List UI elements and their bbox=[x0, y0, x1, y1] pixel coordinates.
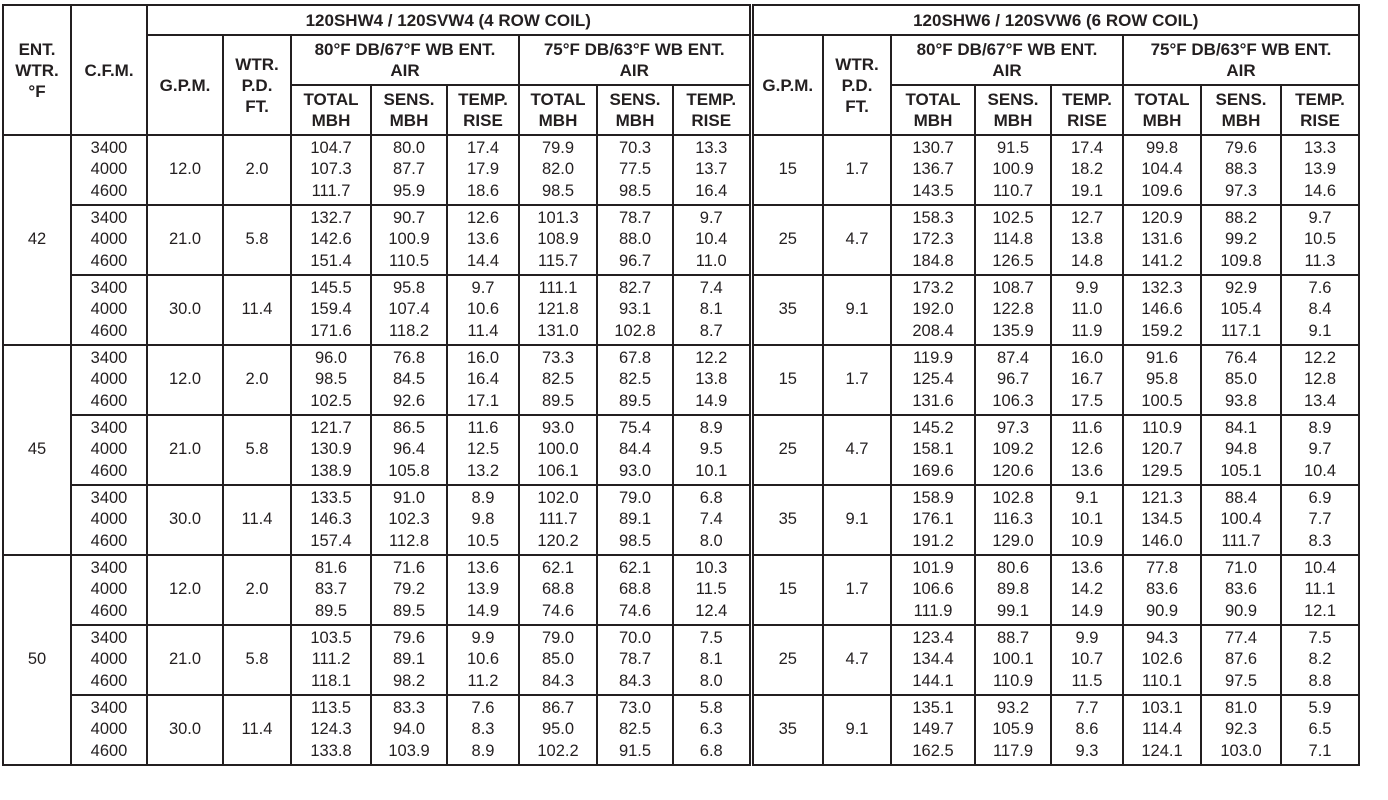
temp-rise-cell: 16.0 16.7 17.5 bbox=[1051, 345, 1123, 415]
table-row bbox=[3, 275, 1359, 345]
header-cfm: C.F.M. bbox=[71, 5, 147, 135]
temp-rise-cell: 9.9 11.0 11.9 bbox=[1051, 275, 1123, 345]
total-mbh-cell: 93.0 100.0 106.1 bbox=[519, 415, 597, 485]
temp-rise-cell: 9.1 10.1 10.9 bbox=[1051, 485, 1123, 555]
temp-rise-cell: 9.9 10.6 11.2 bbox=[447, 625, 519, 695]
table-header bbox=[3, 5, 1359, 135]
temp-rise-cell: 7.6 8.4 9.1 bbox=[1281, 275, 1359, 345]
sens-mbh-cell: 71.6 79.2 89.5 bbox=[371, 555, 447, 625]
sens-mbh-cell: 102.5 114.8 126.5 bbox=[975, 205, 1051, 275]
gpm-cell-6row: 35 bbox=[751, 695, 823, 765]
total-mbh-cell: 104.7 107.3 111.7 bbox=[291, 135, 371, 205]
ent-wtr-temp-cell: 42 bbox=[3, 135, 71, 345]
temp-rise-cell: 13.3 13.9 14.6 bbox=[1281, 135, 1359, 205]
sens-mbh-cell: 84.1 94.8 105.1 bbox=[1201, 415, 1281, 485]
total-mbh-cell: 119.9 125.4 131.6 bbox=[891, 345, 975, 415]
header-75db-4row: 75°F DB/63°F WB ENT. AIR bbox=[519, 35, 751, 85]
header-sens-mbh: SENS. MBH bbox=[371, 85, 447, 135]
gpm-cell-6row: 15 bbox=[751, 135, 823, 205]
gpm-cell-6row: 15 bbox=[751, 555, 823, 625]
total-mbh-cell: 173.2 192.0 208.4 bbox=[891, 275, 975, 345]
gpm-cell-6row: 15 bbox=[751, 345, 823, 415]
wtr-pd-cell-4row: 5.8 bbox=[223, 415, 291, 485]
table-row bbox=[3, 345, 1359, 415]
sens-mbh-cell: 88.2 99.2 109.8 bbox=[1201, 205, 1281, 275]
header-temp-rise: TEMP. RISE bbox=[1051, 85, 1123, 135]
wtr-pd-cell-6row: 4.7 bbox=[823, 625, 891, 695]
cfm-cell: 3400 4000 4600 bbox=[71, 555, 147, 625]
total-mbh-cell: 103.1 114.4 124.1 bbox=[1123, 695, 1201, 765]
total-mbh-cell: 101.9 106.6 111.9 bbox=[891, 555, 975, 625]
temp-rise-cell: 9.7 10.4 11.0 bbox=[673, 205, 751, 275]
total-mbh-cell: 132.3 146.6 159.2 bbox=[1123, 275, 1201, 345]
wtr-pd-cell-6row: 1.7 bbox=[823, 555, 891, 625]
cfm-cell: 3400 4000 4600 bbox=[71, 415, 147, 485]
total-mbh-cell: 73.3 82.5 89.5 bbox=[519, 345, 597, 415]
header-temp-rise: TEMP. RISE bbox=[447, 85, 519, 135]
temp-rise-cell: 7.5 8.2 8.8 bbox=[1281, 625, 1359, 695]
header-wtr-pd-6row: WTR. P.D. FT. bbox=[823, 35, 891, 135]
temp-rise-cell: 17.4 17.9 18.6 bbox=[447, 135, 519, 205]
header-6-row-coil: 120SHW6 / 120SVW6 (6 ROW COIL) bbox=[751, 5, 1359, 35]
total-mbh-cell: 62.1 68.8 74.6 bbox=[519, 555, 597, 625]
temp-rise-cell: 7.5 8.1 8.0 bbox=[673, 625, 751, 695]
sens-mbh-cell: 76.8 84.5 92.6 bbox=[371, 345, 447, 415]
wtr-pd-cell-4row: 5.8 bbox=[223, 625, 291, 695]
total-mbh-cell: 123.4 134.4 144.1 bbox=[891, 625, 975, 695]
cfm-cell: 3400 4000 4600 bbox=[71, 135, 147, 205]
sens-mbh-cell: 86.5 96.4 105.8 bbox=[371, 415, 447, 485]
cfm-cell: 3400 4000 4600 bbox=[71, 275, 147, 345]
total-mbh-cell: 121.7 130.9 138.9 bbox=[291, 415, 371, 485]
ent-wtr-temp-cell: 50 bbox=[3, 555, 71, 765]
temp-rise-cell: 6.8 7.4 8.0 bbox=[673, 485, 751, 555]
temp-rise-cell: 11.6 12.6 13.6 bbox=[1051, 415, 1123, 485]
cfm-cell: 3400 4000 4600 bbox=[71, 205, 147, 275]
sens-mbh-cell: 102.8 116.3 129.0 bbox=[975, 485, 1051, 555]
temp-rise-cell: 6.9 7.7 8.3 bbox=[1281, 485, 1359, 555]
temp-rise-cell: 13.6 14.2 14.9 bbox=[1051, 555, 1123, 625]
total-mbh-cell: 120.9 131.6 141.2 bbox=[1123, 205, 1201, 275]
total-mbh-cell: 81.6 83.7 89.5 bbox=[291, 555, 371, 625]
temp-rise-cell: 10.4 11.1 12.1 bbox=[1281, 555, 1359, 625]
wtr-pd-cell-4row: 2.0 bbox=[223, 345, 291, 415]
header-gpm-4row: G.P.M. bbox=[147, 35, 223, 135]
wtr-pd-cell-4row: 2.0 bbox=[223, 555, 291, 625]
total-mbh-cell: 121.3 134.5 146.0 bbox=[1123, 485, 1201, 555]
sens-mbh-cell: 92.9 105.4 117.1 bbox=[1201, 275, 1281, 345]
gpm-cell-6row: 25 bbox=[751, 205, 823, 275]
sens-mbh-cell: 88.4 100.4 111.7 bbox=[1201, 485, 1281, 555]
gpm-cell-6row: 25 bbox=[751, 415, 823, 485]
gpm-cell-6row: 35 bbox=[751, 485, 823, 555]
sens-mbh-cell: 80.6 89.8 99.1 bbox=[975, 555, 1051, 625]
sens-mbh-cell: 91.5 100.9 110.7 bbox=[975, 135, 1051, 205]
table-row bbox=[3, 555, 1359, 625]
gpm-cell-4row: 12.0 bbox=[147, 135, 223, 205]
table-row bbox=[3, 205, 1359, 275]
wtr-pd-cell-6row: 4.7 bbox=[823, 205, 891, 275]
table-row bbox=[3, 135, 1359, 205]
wtr-pd-cell-6row: 4.7 bbox=[823, 415, 891, 485]
wtr-pd-cell-4row: 11.4 bbox=[223, 485, 291, 555]
temp-rise-cell: 12.2 12.8 13.4 bbox=[1281, 345, 1359, 415]
cfm-cell: 3400 4000 4600 bbox=[71, 695, 147, 765]
sens-mbh-cell: 75.4 84.4 93.0 bbox=[597, 415, 673, 485]
header-80db-4row: 80°F DB/67°F WB ENT. AIR bbox=[291, 35, 519, 85]
total-mbh-cell: 96.0 98.5 102.5 bbox=[291, 345, 371, 415]
sens-mbh-cell: 70.3 77.5 98.5 bbox=[597, 135, 673, 205]
total-mbh-cell: 111.1 121.8 131.0 bbox=[519, 275, 597, 345]
total-mbh-cell: 113.5 124.3 133.8 bbox=[291, 695, 371, 765]
temp-rise-cell: 7.6 8.3 8.9 bbox=[447, 695, 519, 765]
total-mbh-cell: 94.3 102.6 110.1 bbox=[1123, 625, 1201, 695]
wtr-pd-cell-4row: 11.4 bbox=[223, 275, 291, 345]
temp-rise-cell: 5.8 6.3 6.8 bbox=[673, 695, 751, 765]
total-mbh-cell: 130.7 136.7 143.5 bbox=[891, 135, 975, 205]
sens-mbh-cell: 79.6 89.1 98.2 bbox=[371, 625, 447, 695]
temp-rise-cell: 10.3 11.5 12.4 bbox=[673, 555, 751, 625]
header-gpm-6row: G.P.M. bbox=[751, 35, 823, 135]
total-mbh-cell: 101.3 108.9 115.7 bbox=[519, 205, 597, 275]
wtr-pd-cell-6row: 9.1 bbox=[823, 485, 891, 555]
table-row bbox=[3, 625, 1359, 695]
temp-rise-cell: 5.9 6.5 7.1 bbox=[1281, 695, 1359, 765]
sens-mbh-cell: 77.4 87.6 97.5 bbox=[1201, 625, 1281, 695]
temp-rise-cell: 8.9 9.5 10.1 bbox=[673, 415, 751, 485]
temp-rise-cell: 12.2 13.8 14.9 bbox=[673, 345, 751, 415]
temp-rise-cell: 17.4 18.2 19.1 bbox=[1051, 135, 1123, 205]
header-sens-mbh: SENS. MBH bbox=[597, 85, 673, 135]
temp-rise-cell: 16.0 16.4 17.1 bbox=[447, 345, 519, 415]
total-mbh-cell: 79.9 82.0 98.5 bbox=[519, 135, 597, 205]
total-mbh-cell: 132.7 142.6 151.4 bbox=[291, 205, 371, 275]
sens-mbh-cell: 88.7 100.1 110.9 bbox=[975, 625, 1051, 695]
temp-rise-cell: 7.7 8.6 9.3 bbox=[1051, 695, 1123, 765]
sens-mbh-cell: 108.7 122.8 135.9 bbox=[975, 275, 1051, 345]
temp-rise-cell: 8.9 9.7 10.4 bbox=[1281, 415, 1359, 485]
total-mbh-cell: 86.7 95.0 102.2 bbox=[519, 695, 597, 765]
header-wtr-pd-4row: WTR. P.D. FT. bbox=[223, 35, 291, 135]
sens-mbh-cell: 91.0 102.3 112.8 bbox=[371, 485, 447, 555]
wtr-pd-cell-4row: 2.0 bbox=[223, 135, 291, 205]
table-body bbox=[3, 135, 1359, 765]
gpm-cell-6row: 25 bbox=[751, 625, 823, 695]
gpm-cell-4row: 12.0 bbox=[147, 555, 223, 625]
wtr-pd-cell-4row: 11.4 bbox=[223, 695, 291, 765]
wtr-pd-cell-6row: 9.1 bbox=[823, 695, 891, 765]
gpm-cell-4row: 30.0 bbox=[147, 485, 223, 555]
sens-mbh-cell: 67.8 82.5 89.5 bbox=[597, 345, 673, 415]
sens-mbh-cell: 78.7 88.0 96.7 bbox=[597, 205, 673, 275]
gpm-cell-4row: 30.0 bbox=[147, 275, 223, 345]
cfm-cell: 3400 4000 4600 bbox=[71, 485, 147, 555]
sens-mbh-cell: 79.0 89.1 98.5 bbox=[597, 485, 673, 555]
table-row bbox=[3, 485, 1359, 555]
performance-table-container bbox=[2, 4, 1360, 766]
wtr-pd-cell-6row: 1.7 bbox=[823, 135, 891, 205]
coil-performance-table bbox=[2, 4, 1360, 766]
sens-mbh-cell: 80.0 87.7 95.9 bbox=[371, 135, 447, 205]
wtr-pd-cell-6row: 9.1 bbox=[823, 275, 891, 345]
table-row bbox=[3, 695, 1359, 765]
total-mbh-cell: 158.3 172.3 184.8 bbox=[891, 205, 975, 275]
cfm-cell: 3400 4000 4600 bbox=[71, 345, 147, 415]
header-total-mbh: TOTAL MBH bbox=[1123, 85, 1201, 135]
header-sens-mbh: SENS. MBH bbox=[1201, 85, 1281, 135]
gpm-cell-4row: 30.0 bbox=[147, 695, 223, 765]
header-ent-wtr: ENT. WTR. °F bbox=[3, 5, 71, 135]
sens-mbh-cell: 62.1 68.8 74.6 bbox=[597, 555, 673, 625]
wtr-pd-cell-4row: 5.8 bbox=[223, 205, 291, 275]
gpm-cell-4row: 12.0 bbox=[147, 345, 223, 415]
sens-mbh-cell: 82.7 93.1 102.8 bbox=[597, 275, 673, 345]
temp-rise-cell: 13.6 13.9 14.9 bbox=[447, 555, 519, 625]
temp-rise-cell: 8.9 9.8 10.5 bbox=[447, 485, 519, 555]
total-mbh-cell: 77.8 83.6 90.9 bbox=[1123, 555, 1201, 625]
header-4-row-coil: 120SHW4 / 120SVW4 (4 ROW COIL) bbox=[147, 5, 751, 35]
sens-mbh-cell: 71.0 83.6 90.9 bbox=[1201, 555, 1281, 625]
wtr-pd-cell-6row: 1.7 bbox=[823, 345, 891, 415]
header-75db-6row: 75°F DB/63°F WB ENT. AIR bbox=[1123, 35, 1359, 85]
total-mbh-cell: 110.9 120.7 129.5 bbox=[1123, 415, 1201, 485]
gpm-cell-4row: 21.0 bbox=[147, 205, 223, 275]
header-total-mbh: TOTAL MBH bbox=[891, 85, 975, 135]
sens-mbh-cell: 90.7 100.9 110.5 bbox=[371, 205, 447, 275]
total-mbh-cell: 91.6 95.8 100.5 bbox=[1123, 345, 1201, 415]
sens-mbh-cell: 81.0 92.3 103.0 bbox=[1201, 695, 1281, 765]
gpm-cell-4row: 21.0 bbox=[147, 625, 223, 695]
temp-rise-cell: 9.9 10.7 11.5 bbox=[1051, 625, 1123, 695]
sens-mbh-cell: 79.6 88.3 97.3 bbox=[1201, 135, 1281, 205]
table-row bbox=[3, 415, 1359, 485]
total-mbh-cell: 133.5 146.3 157.4 bbox=[291, 485, 371, 555]
total-mbh-cell: 99.8 104.4 109.6 bbox=[1123, 135, 1201, 205]
total-mbh-cell: 145.5 159.4 171.6 bbox=[291, 275, 371, 345]
total-mbh-cell: 158.9 176.1 191.2 bbox=[891, 485, 975, 555]
total-mbh-cell: 135.1 149.7 162.5 bbox=[891, 695, 975, 765]
temp-rise-cell: 12.7 13.8 14.8 bbox=[1051, 205, 1123, 275]
temp-rise-cell: 9.7 10.6 11.4 bbox=[447, 275, 519, 345]
sens-mbh-cell: 87.4 96.7 106.3 bbox=[975, 345, 1051, 415]
temp-rise-cell: 11.6 12.5 13.2 bbox=[447, 415, 519, 485]
total-mbh-cell: 79.0 85.0 84.3 bbox=[519, 625, 597, 695]
temp-rise-cell: 9.7 10.5 11.3 bbox=[1281, 205, 1359, 275]
total-mbh-cell: 102.0 111.7 120.2 bbox=[519, 485, 597, 555]
header-80db-6row: 80°F DB/67°F WB ENT. AIR bbox=[891, 35, 1123, 85]
sens-mbh-cell: 73.0 82.5 91.5 bbox=[597, 695, 673, 765]
header-temp-rise: TEMP. RISE bbox=[673, 85, 751, 135]
gpm-cell-6row: 35 bbox=[751, 275, 823, 345]
header-total-mbh: TOTAL MBH bbox=[519, 85, 597, 135]
sens-mbh-cell: 76.4 85.0 93.8 bbox=[1201, 345, 1281, 415]
cfm-cell: 3400 4000 4600 bbox=[71, 625, 147, 695]
temp-rise-cell: 13.3 13.7 16.4 bbox=[673, 135, 751, 205]
sens-mbh-cell: 95.8 107.4 118.2 bbox=[371, 275, 447, 345]
header-temp-rise: TEMP. RISE bbox=[1281, 85, 1359, 135]
header-sens-mbh: SENS. MBH bbox=[975, 85, 1051, 135]
ent-wtr-temp-cell: 45 bbox=[3, 345, 71, 555]
header-total-mbh: TOTAL MBH bbox=[291, 85, 371, 135]
sens-mbh-cell: 83.3 94.0 103.9 bbox=[371, 695, 447, 765]
total-mbh-cell: 145.2 158.1 169.6 bbox=[891, 415, 975, 485]
gpm-cell-4row: 21.0 bbox=[147, 415, 223, 485]
sens-mbh-cell: 70.0 78.7 84.3 bbox=[597, 625, 673, 695]
temp-rise-cell: 7.4 8.1 8.7 bbox=[673, 275, 751, 345]
sens-mbh-cell: 93.2 105.9 117.9 bbox=[975, 695, 1051, 765]
temp-rise-cell: 12.6 13.6 14.4 bbox=[447, 205, 519, 275]
sens-mbh-cell: 97.3 109.2 120.6 bbox=[975, 415, 1051, 485]
total-mbh-cell: 103.5 111.2 118.1 bbox=[291, 625, 371, 695]
